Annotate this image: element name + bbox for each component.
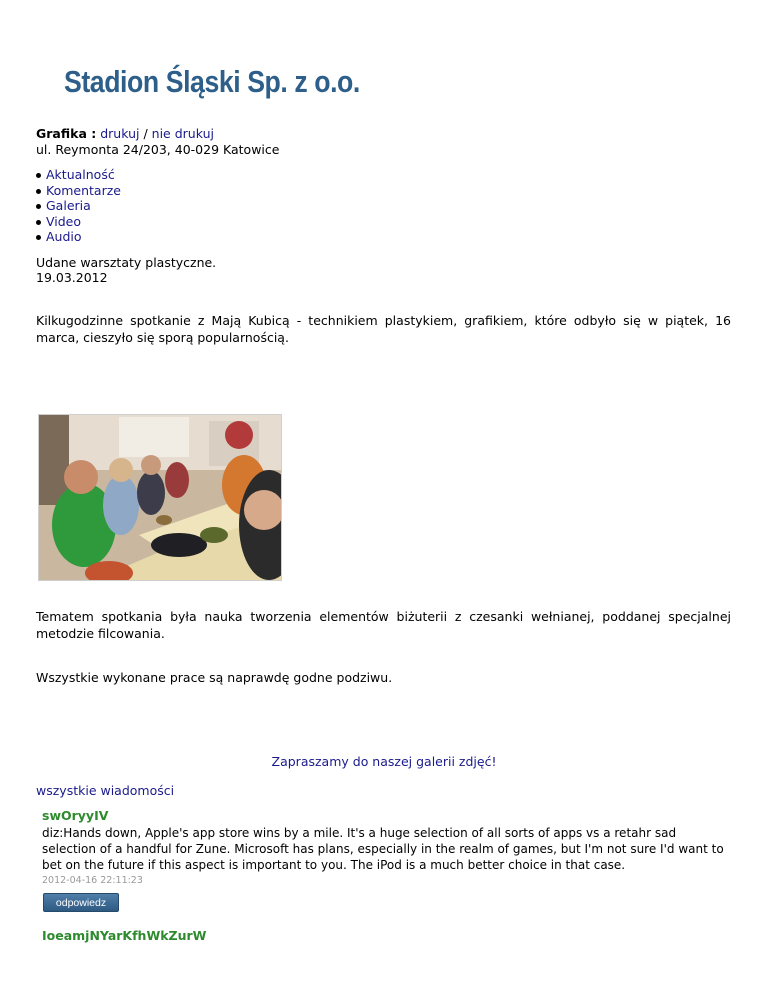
article-paragraph: Kilkugodzinne spotkanie z Mają Kubicą - technikiem plastykiem, grafikiem, które odbyło się w piątek, 16 marca, cieszyło się sporą popularnością. <box>36 313 731 345</box>
gallery-link[interactable]: Zapraszamy do naszej galerii zdjęć! <box>271 754 497 769</box>
workshop-photo-image <box>39 415 281 580</box>
address: ul. Reymonta 24/203, 40-029 Katowice <box>36 142 280 157</box>
reply-button[interactable]: odpowiedz <box>43 893 119 912</box>
print-separator: / <box>143 126 148 141</box>
section-nav <box>36 167 121 245</box>
article-paragraph: Tematem spotkania była nauka tworzenia elementów biżuterii z czesanki wełnianej, poddanej specjalnej metodzie filcowania. <box>36 609 731 641</box>
nav-item-aktualnosc <box>36 167 121 183</box>
gallery-invite <box>0 754 768 769</box>
comment-author: IoeamjNYarKfhWkZurW <box>42 928 207 943</box>
site-logo-text: Stadion Śląski Sp. z o.o. <box>64 64 360 99</box>
comment-date: 2012-04-16 22:11:23 <box>42 875 143 886</box>
nav-link-audio[interactable]: Audio <box>46 229 82 244</box>
print-link[interactable]: drukuj <box>100 126 140 141</box>
nav-item-video <box>36 214 121 230</box>
print-options <box>36 126 214 141</box>
nav-item-audio <box>36 229 121 245</box>
article-photo[interactable] <box>38 414 282 581</box>
nav-link-komentarze[interactable]: Komentarze <box>46 182 121 198</box>
nav-link-video[interactable]: Video <box>46 213 82 229</box>
article-title: Udane warsztaty plastyczne. <box>36 255 217 270</box>
comment-author: swOryyIV <box>42 808 109 823</box>
nav-item-komentarze <box>36 183 121 199</box>
article-paragraph: Wszystkie wykonane prace są naprawdę godne podziwu. <box>36 670 393 685</box>
article-date: 19.03.2012 <box>36 270 108 285</box>
nav-link-aktualnosc[interactable]: Aktualność <box>46 167 115 182</box>
no-print-link[interactable]: nie drukuj <box>151 126 214 141</box>
print-label: Grafika : <box>36 126 97 141</box>
nav-link-galeria[interactable]: Galeria <box>46 198 91 213</box>
nav-item-galeria <box>36 198 121 214</box>
all-news-link[interactable]: wszystkie wiadomości <box>36 783 175 798</box>
comment-text: diz:Hands down, Apple's app store wins by a mile. It's a huge selection of all sorts of apps vs a retahr sad selection of a handful for Zune. Microsoft has plans, especially in the realm of games, but I'm not sure I'd want to bet on the future if this aspect is important to you. The iPod is a much better choice in that case. <box>42 826 724 872</box>
